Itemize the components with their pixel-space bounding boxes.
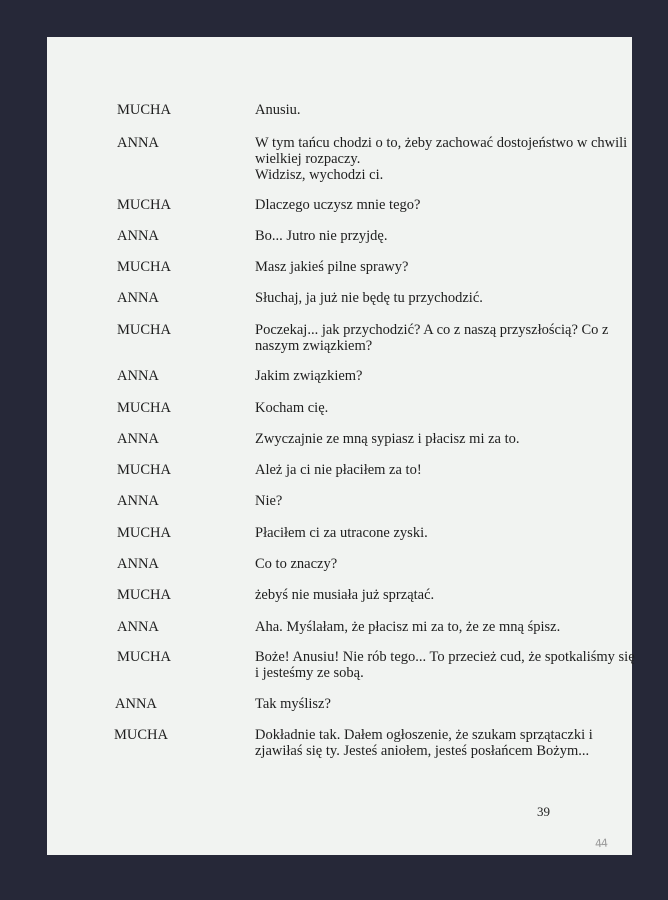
speaker-name: MUCHA [117, 462, 171, 478]
speaker-name: ANNA [117, 556, 159, 572]
speaker-name: ANNA [117, 135, 159, 151]
speech-text: Nie? [255, 493, 283, 509]
speaker-name: MUCHA [117, 649, 171, 665]
speech-text: Kocham cię. [255, 400, 329, 416]
speaker-name: ANNA [117, 431, 159, 447]
speaker-name: ANNA [117, 228, 159, 244]
speech-text: Tak myślisz? [255, 696, 331, 712]
speech-text: Dlaczego uczysz mnie tego? [255, 197, 421, 213]
speaker-name: MUCHA [117, 525, 171, 541]
speech-text: Anusiu. [255, 102, 301, 118]
speaker-name: ANNA [117, 493, 159, 509]
speaker-name: ANNA [117, 619, 159, 635]
speech-text: Słuchaj, ja już nie będę tu przychodzić. [255, 290, 483, 306]
speech-text: Masz jakieś pilne sprawy? [255, 259, 409, 275]
speaker-name: MUCHA [117, 400, 171, 416]
speech-text: Ależ ja ci nie płaciłem za to! [255, 462, 422, 478]
speech-text: Aha. Myślałam, że płacisz mi za to, że ze mną śpisz. [255, 619, 561, 635]
speech-text: W tym tańcu chodzi o to, żeby zachować dostojeństwo w chwili wielkiej rozpaczy. Widzisz, wychodzi ci. [255, 135, 628, 183]
speech-text: Co to znaczy? [255, 556, 338, 572]
speech-text: Poczekaj... jak przychodzić? A co z naszą przyszłością? Co z naszym związkiem? [255, 322, 609, 354]
page-number: 39 [537, 804, 550, 819]
speaker-name: MUCHA [117, 322, 171, 338]
speech-text: Zwyczajnie ze mną sypiasz i płacisz mi za to. [255, 431, 520, 447]
speech-text: Płaciłem ci za utracone zyski. [255, 525, 428, 541]
speech-text: Dokładnie tak. Dałem ogłoszenie, że szukam sprzątaczki i zjawiłaś się ty. Jesteś aniołem, jesteś posłańcem Bożym... [255, 727, 593, 759]
speaker-name: ANNA [117, 368, 159, 384]
speech-text: Bo... Jutro nie przyjdę. [255, 228, 388, 244]
document-page [47, 37, 635, 855]
speech-text: Boże! Anusiu! Nie rób tego... To przecież cud, że spotkaliśmy się i jesteśmy ze sobą. [255, 649, 635, 681]
speaker-name: MUCHA [117, 102, 171, 118]
speaker-name: MUCHA [117, 259, 171, 275]
speech-text: Jakim związkiem? [255, 368, 363, 384]
handwritten-page-mark: 44 [594, 836, 608, 851]
speech-text: żebyś nie musiała już sprzątać. [255, 587, 435, 603]
speaker-name: ANNA [115, 696, 157, 712]
speaker-name: ANNA [117, 290, 159, 306]
speaker-name: MUCHA [117, 587, 171, 603]
speaker-name: MUCHA [117, 197, 171, 213]
speaker-name: MUCHA [114, 727, 168, 743]
